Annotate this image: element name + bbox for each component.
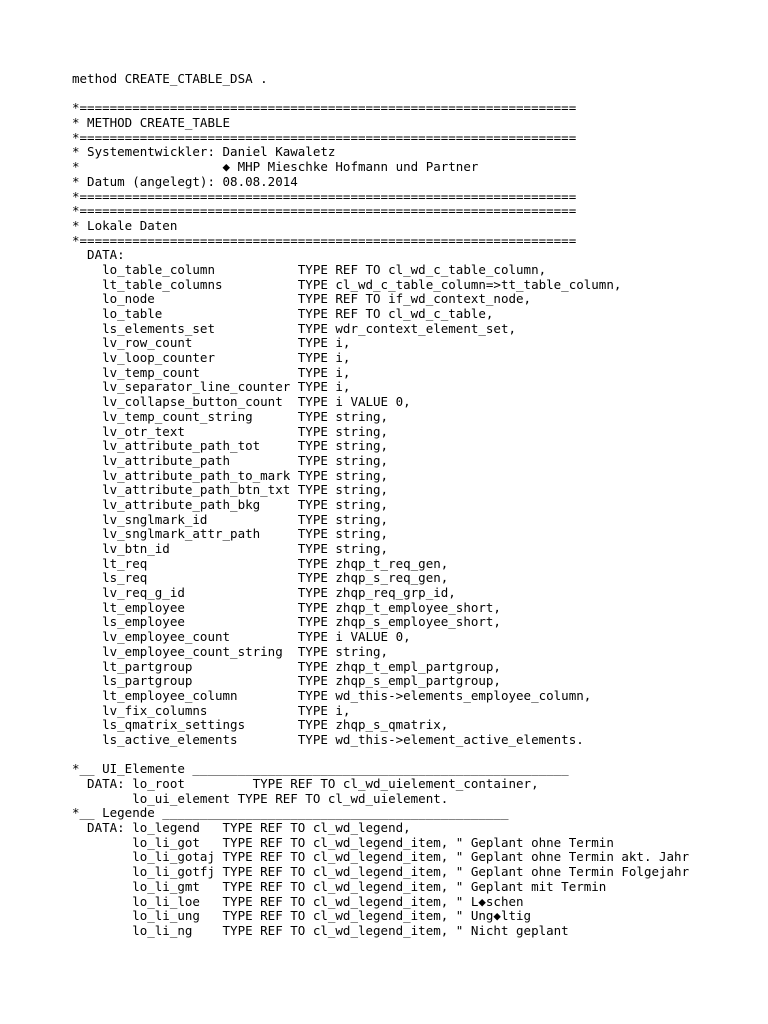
code-line: *==================================================================: [72, 203, 577, 219]
code-line: lo_table TYPE REF TO cl_wd_c_table,: [72, 306, 494, 321]
code-line: *==================================================================: [72, 188, 577, 204]
code-line: lt_employee TYPE zhqp_t_employee_short,: [72, 599, 501, 615]
code-line: *==================================================================: [72, 232, 577, 248]
code-line: ls_req TYPE zhqp_s_req_gen,: [72, 570, 449, 586]
code-line: DATA: lo_legend TYPE REF TO cl_wd_legend,: [72, 820, 411, 836]
code-line: lt_employee_column TYPE wd_this->elements_employee_column,: [72, 687, 592, 703]
code-line: *__ UI_Elemente __________________________________________________: [72, 761, 569, 777]
code-line: method CREATE_CTABLE_DSA .: [72, 71, 268, 86]
code-line: *==================================================================: [72, 129, 577, 145]
code-line: ls_employee TYPE zhqp_s_employee_short,: [72, 614, 501, 630]
code-line: DATA: lo_root TYPE REF TO cl_wd_uielement_container,: [72, 776, 539, 791]
code-line: lo_li_ung TYPE REF TO cl_wd_legend_item, " Ung◆ltig: [72, 908, 532, 924]
code-line: * METHOD CREATE_TABLE: [72, 115, 231, 131]
code-line: lo_li_ng TYPE REF TO cl_wd_legend_item, " Nicht geplant: [72, 922, 569, 938]
code-line: ls_qmatrix_settings TYPE zhqp_s_qmatrix,: [72, 717, 449, 733]
code-line: * Systementwickler: Daniel Kawaletz: [72, 144, 336, 160]
code-line: lo_li_gmt TYPE REF TO cl_wd_legend_item, " Geplant mit Termin: [72, 878, 607, 894]
code-line: lo_li_gotfj TYPE REF TO cl_wd_legend_item, " Geplant ohne Termin Folgejahr: [72, 864, 690, 880]
abap-source-code: [72, 72, 689, 939]
code-line: lv_collapse_button_count TYPE i VALUE 0,: [72, 394, 411, 410]
code-line: lv_attribute_path_bkg TYPE string,: [72, 496, 389, 512]
code-line: ls_partgroup TYPE zhqp_s_empl_partgroup,: [72, 673, 501, 689]
code-line: lv_temp_count TYPE i,: [72, 364, 351, 380]
code-line: lo_li_loe TYPE REF TO cl_wd_legend_item, " L◆schen: [72, 893, 524, 909]
code-line: [72, 87, 689, 102]
code-line: lv_req_g_id TYPE zhqp_req_grp_id,: [72, 585, 456, 601]
code-line: *==================================================================: [72, 100, 577, 116]
code-line: lt_table_columns TYPE cl_wd_c_table_column=>tt_table_column,: [72, 276, 622, 292]
code-line: lv_row_count TYPE i,: [72, 335, 351, 351]
code-line: lt_partgroup TYPE zhqp_t_empl_partgroup,: [72, 658, 501, 674]
code-line: lt_req TYPE zhqp_t_req_gen,: [72, 555, 449, 571]
code-line: lv_attribute_path_btn_txt TYPE string,: [72, 482, 389, 498]
code-line: lo_ui_element TYPE REF TO cl_wd_uielement.: [72, 790, 449, 806]
code-line: lv_attribute_path_to_mark TYPE string,: [72, 467, 389, 483]
code-line: lv_employee_count TYPE i VALUE 0,: [72, 629, 411, 645]
code-line: lo_table_column TYPE REF TO cl_wd_c_table_column,: [72, 261, 547, 277]
code-line: lv_loop_counter TYPE i,: [72, 350, 351, 366]
code-line: ls_active_elements TYPE wd_this->element_active_elements.: [72, 731, 584, 747]
code-line: lv_otr_text TYPE string,: [72, 423, 389, 439]
code-line: lv_attribute_path_tot TYPE string,: [72, 438, 389, 454]
code-line: lv_btn_id TYPE string,: [72, 541, 389, 556]
code-line: lv_temp_count_string TYPE string,: [72, 408, 389, 424]
code-line: lv_separator_line_counter TYPE i,: [72, 379, 351, 395]
code-line: ls_elements_set TYPE wdr_context_element_set,: [72, 320, 517, 336]
code-line: lv_attribute_path TYPE string,: [72, 452, 389, 468]
code-line: * Lokale Daten: [72, 217, 178, 233]
code-line: * Datum (angelegt): 08.08.2014: [72, 173, 298, 189]
code-line: lv_snglmark_attr_path TYPE string,: [72, 526, 389, 542]
code-line: lo_node TYPE REF TO if_wd_context_node,: [72, 291, 532, 307]
code-line: DATA:: [72, 247, 125, 263]
code-line: lv_fix_columns TYPE i,: [72, 702, 351, 718]
code-line: lo_li_gotaj TYPE REF TO cl_wd_legend_item, " Geplant ohne Termin akt. Jahr: [72, 849, 690, 865]
code-line: [72, 748, 689, 763]
code-line: * ◆ MHP Mieschke Hofmann und Partner: [72, 159, 479, 175]
code-line: lv_snglmark_id TYPE string,: [72, 511, 389, 527]
code-line: *__ Legende ______________________________________________: [72, 805, 509, 821]
code-line: lv_employee_count_string TYPE string,: [72, 643, 389, 659]
code-line: lo_li_got TYPE REF TO cl_wd_legend_item, " Geplant ohne Termin: [72, 834, 614, 850]
